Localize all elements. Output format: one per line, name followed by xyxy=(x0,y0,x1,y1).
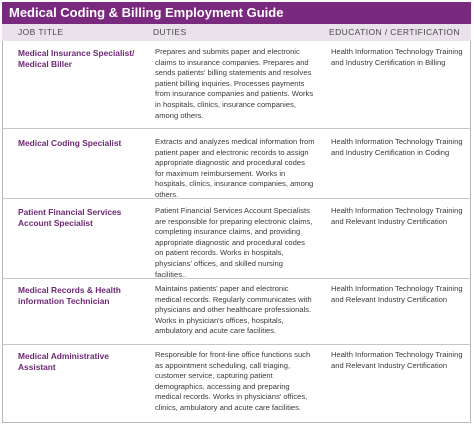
education-cell: Health Information Technology Training and Relevant Industry Certification xyxy=(331,206,463,226)
table-row xyxy=(2,129,471,199)
duties-cell: Extracts and analyzes medical information from patient paper and electronic records to assign appropriate diagnostic and procedural codes for maximum reimbursement. Works in hospitals, clinics, insurance companies, among others. xyxy=(155,137,315,199)
job-title-cell: Patient Financial Services Account Specialist xyxy=(18,207,122,228)
duties-cell: Responsible for front-line office functions such as appointment scheduling, call triaging, customer service, capturing patient demographics, accessing and preparing medical records. Works in physicians' offices, clinics, ambulatory and acute care facilities. xyxy=(155,350,311,412)
education-cell: Health Information Technology Training and Industry Certification in Billing xyxy=(331,47,463,67)
column-header-duties: DUTIES xyxy=(143,24,318,41)
education-cell: Health Information Technology Training and Industry Certification in Coding xyxy=(331,137,463,157)
column-header-education: EDUCATION / CERTIFICATION xyxy=(318,24,471,41)
table-row xyxy=(2,199,471,279)
job-title-cell: Medical Insurance Specialist/ Medical Biller xyxy=(18,48,135,69)
table-row xyxy=(2,41,471,129)
duties-cell: Patient Financial Services Account Specialists are responsible for preparing electronic claims, completing insurance claims, and providing appropriate diagnostic and procedural codes on patient records. Works in hospitals, physicians' offices, and skilled nursing facilities.. xyxy=(155,206,313,279)
guide-title: Medical Coding & Billing Employment Guide xyxy=(2,2,471,24)
table-row xyxy=(2,279,471,345)
job-title-cell: Medical Coding Specialist xyxy=(18,138,122,148)
job-title-cell: Medical Records & Health information Technician xyxy=(18,285,121,306)
table-row xyxy=(2,345,471,423)
education-cell: Health Information Technology Training and Relevant Industry Certification xyxy=(331,284,463,304)
job-title-cell: Medical Administrative Assistant xyxy=(18,351,109,372)
duties-cell: Maintains patients' paper and electronic medical records. Regularly communicates with physicians and other healthcare professionals. Works in physician's offices, hospitals, ambulatory and acute care facilities. xyxy=(155,284,312,336)
duties-cell: Prepares and submits paper and electronic claims to insurance companies. Prepares and sends patients' billing statements and resolves patient billing inquiries. Processes payments from insurance companies and patients. Works in hospitals, clinics, insurance companies, among others. xyxy=(155,47,314,120)
education-cell: Health Information Technology Training and Relevant Industry Certification xyxy=(331,350,463,370)
column-header-job-title: JOB TITLE xyxy=(2,24,143,41)
